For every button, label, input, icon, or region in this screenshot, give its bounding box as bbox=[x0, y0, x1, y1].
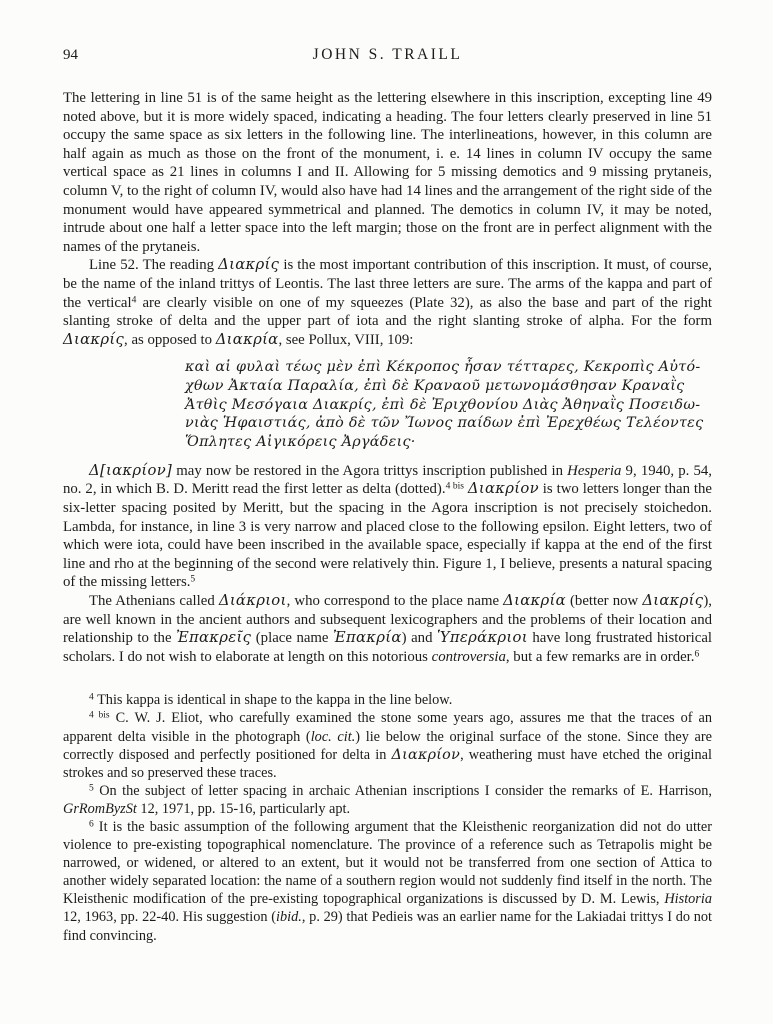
footnote-4bis: $^{4 bis}$ C. W. J. Eliot, who carefully examined the stone some years ago, assures me that the traces of an apparent delta visible in the photograph (loc. cit.) lie below the original surface of the stone. Since they are correctly disposed and perfectly positioned for delta in Διακρίον, weathering must have etched the original strokes and so preserved these traces. bbox=[63, 710, 712, 781]
footnote-6: $^6$ It is the basic assumption of the following argument that the Kleisthenic reorganization did not do utter violence to pre-existing topographical nomenclature. The province of a reference such as Tetrapolis might be narrowed, or widened, or altered to an extent, but it would not be transferred from one section of Attica to another widely separated location: the name of a southern region would not suddenly find itself in the north. The Kleisthenic modification of the pre-existing topographical organizations is discussed by D. M. Lewis, Historia 12, 1963, pp. 22-40. His suggestion (ibid., p. 29) that Pedieis was an earlier name for the Lakiadai trittys I do not find convincing. bbox=[63, 819, 712, 944]
greek-quote-line-4: νιὰς Ἡφαιστιάς, ἀπὸ δὲ τῶν Ἴωνος παίδων ἐπὶ Ἐρεχθέως Τελέοντες bbox=[185, 415, 704, 432]
paragraph-line51-lettering: The lettering in line 51 is of the same height as the lettering elsewhere in this inscription, excepting line 49 noted above, but it is more widely spaced, indicating a heading. The four letters clearly preserved in line 51 occupy the same space as six letters in the following line. The interlineations, however, in this column are half again as much as those on the front of the monument, i. e. 14 lines in column IV occupy the same vertical space as 21 lines in columns I and II. Allowing for 5 missing demotics and 9 missing prytaneis, column V, to the right of column IV, would also have had 14 lines and the arrangement of the right side of the monument would have appeared symmetrical and planned. The demotics in column IV, it may be noted, intrude about one half a letter space into the left margin; those on the front are in perfect alignment with the names of the prytaneis. bbox=[63, 90, 712, 255]
greek-quote-line-3: Ἀτθὶς Μεσόγαια Διακρίς, ἐπὶ δὲ Ἐριχθονίου Διὰς Ἀθηναῒς Ποσειδω- bbox=[185, 396, 701, 413]
page-number: 94 bbox=[63, 47, 78, 63]
paragraph-athenians-diakrioi: The Athenians called Διάκριοι, who correspond to the place name Διακρία (better now Διακρίς), are well known in the ancient authors and subsequent lexicographers and the problems of their location and relationship to the Ἐπακρεῖς (place name Ἐπακρία) and Ὑπεράκριοι have long frustrated historical scholars. I do not wish to elaborate at length on this notorious controversia, but a few remarks are in order.$^6$ bbox=[63, 591, 713, 665]
footnote-4: $^4$ This kappa is identical in shape to the kappa in the line below. bbox=[89, 692, 453, 709]
greek-quote-line-5: Ὅπλητες Αἰγικόρεις Ἀργάδεις· bbox=[185, 434, 416, 451]
footnote-5: $^5$ On the subject of letter spacing in archaic Athenian inscriptions I consider the remarks of E. Harrison, GrRomByzSt 12, 1971, pp. 15-16, particularly apt. bbox=[63, 782, 712, 817]
greek-blockquote-pollux bbox=[185, 358, 712, 452]
footnotes-section bbox=[63, 691, 712, 944]
paragraph-line52-reading: Line 52. The reading Διακρίς is the most important contribution of this inscription. It must, of course, be the name of the inland trittys of Leontis. The last three letters are sure. The arms of the kappa and part of the vertical$^4$ are clearly visible on one of my squeezes (Plate 32), as also the base and part of the right slanting stroke of delta and the upper part of iota and the right slanting stroke of alpha. For the form Διακρίς, as opposed to Διακρία, see Pollux, VIII, 109: bbox=[63, 256, 712, 348]
greek-quote-line-1: καὶ αἱ φυλαὶ τέως μὲν ἐπὶ Κέκροπος ἦσαν τέτταρες, Κεκροπὶς Αὐτό- bbox=[185, 359, 701, 376]
paragraph-diakrion-restoration: Δ[ιακρίον] may now be restored in the Agora trittys inscription published in Hesperia 9, 1940, p. 54, no. 2, in which B. D. Meritt read the first letter as delta (dotted).$^{4 bis}$ Διακρίον is two letters longer than the six-letter spacing posited by Meritt, but the spacing in the Agora inscription is not precisely stoichedon. Lambda, for instance, in line 3 is very narrow and placed close to the following epsilon. Eight letters, two of which were iota, could have been inscribed in the available space, especially if kappa at the end of the first line and rho at the beginning of the second were relatively thin. Figure 1, I believe, presents a natural spacing of the missing letters.$^5$ bbox=[63, 461, 713, 591]
running-head-author: JOHN S. TRAILL bbox=[312, 46, 463, 63]
page-header bbox=[63, 46, 712, 66]
greek-quote-line-2: χθων Ἀκταία Παραλία, ἐπὶ δὲ Κραναοῦ μετωνομάσθησαν Κραναῒς bbox=[185, 378, 685, 395]
